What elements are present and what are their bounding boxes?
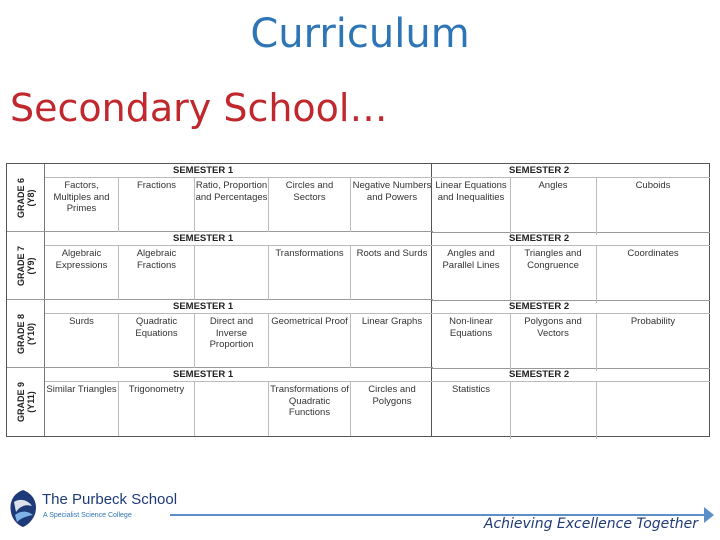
topic-cell: Quadratic Equations [119, 313, 195, 368]
grade-name: GRADE 7 [15, 245, 26, 286]
topic-cell: Roots and Surds [351, 245, 433, 300]
grade-label-text [16, 313, 36, 353]
topic-cell: Triangles and Congruence [510, 245, 597, 303]
topic-cell: Similar Triangles [45, 381, 119, 436]
topic-cell: Ratio, Proportion and Percentages [195, 177, 269, 232]
footer-arrow-icon [704, 507, 714, 523]
topic-cell: Geometrical Proof [269, 313, 351, 368]
topic-cell: Surds [45, 313, 119, 368]
grade-year: (Y10) [25, 322, 36, 345]
topic-cell: Direct and Inverse Proportion [195, 313, 269, 368]
school-name: The Purbeck School [42, 491, 178, 508]
topic-cell: Non-linear Equations [432, 313, 511, 371]
grade-block-semester2 [432, 232, 710, 301]
school-subtitle: A Specialist Science College [43, 512, 132, 519]
topic-cell: Angles [510, 177, 597, 235]
grade-label [7, 232, 45, 299]
topic-cell: Transformations [269, 245, 351, 300]
curriculum-table [6, 163, 432, 437]
semester-2-label: SEMESTER 2 [509, 165, 570, 176]
topic-cell: Algebraic Fractions [119, 245, 195, 300]
topic-cell: Fractions [119, 177, 195, 232]
semester-2-label: SEMESTER 2 [509, 233, 570, 244]
topic-cell: Polygons and Vectors [510, 313, 597, 371]
topic-cell [596, 381, 710, 439]
school-crest-icon [6, 488, 40, 528]
semester-2-label: SEMESTER 2 [509, 301, 570, 312]
semester-1-label: SEMESTER 1 [173, 301, 234, 312]
page-subtitle: Secondary School… [10, 86, 388, 130]
curriculum-table-semester2 [432, 163, 710, 437]
topic-cell: Probability [596, 313, 710, 371]
topic-cell: Trigonometry [119, 381, 195, 436]
grade-year: (Y8) [25, 188, 36, 207]
semester-1-label: SEMESTER 1 [173, 233, 234, 244]
topic-cell: Statistics [432, 381, 511, 439]
topic-cell: Transformations of Quadratic Functions [269, 381, 351, 436]
topic-cell: Angles and Parallel Lines [432, 245, 511, 303]
topic-cell: Circles and Polygons [351, 381, 433, 436]
grade-block [7, 368, 433, 436]
topic-cell [195, 245, 269, 300]
topic-cell: Factors, Multiples and Primes [45, 177, 119, 232]
grade-block [7, 232, 433, 300]
school-logo [6, 488, 178, 532]
topic-cell: Linear Equations and Inequalities [432, 177, 511, 235]
grade-year: (Y11) [25, 391, 36, 413]
topic-cell: Circles and Sectors [269, 177, 351, 232]
grade-label [7, 300, 45, 367]
grade-name: GRADE 8 [15, 313, 26, 354]
grade-block-semester2 [432, 368, 710, 436]
grade-year: (Y9) [25, 256, 36, 275]
topic-cell: Negative Numbers and Powers [351, 177, 433, 232]
grade-label [7, 368, 45, 436]
grade-name: GRADE 6 [15, 177, 26, 218]
grade-block [7, 300, 433, 368]
topic-cell: Coordinates [596, 245, 710, 303]
topic-cell [510, 381, 597, 439]
semester-1-label: SEMESTER 1 [173, 369, 234, 380]
semester-1-label: SEMESTER 1 [173, 165, 234, 176]
grade-label-text [16, 382, 36, 422]
footer-tagline: Achieving Excellence Together [483, 516, 698, 532]
grade-block-semester2 [432, 164, 710, 233]
topic-cell: Linear Graphs [351, 313, 433, 368]
grade-label-text [16, 245, 36, 285]
grade-label [7, 164, 45, 231]
grade-name: GRADE 9 [15, 381, 26, 423]
grade-block [7, 164, 433, 232]
topic-cell: Cuboids [596, 177, 710, 235]
grade-label-text [16, 177, 36, 217]
grade-block-semester2 [432, 300, 710, 369]
semester-2-label: SEMESTER 2 [509, 369, 570, 380]
page-title: Curriculum [250, 11, 470, 57]
topic-cell: Algebraic Expressions [45, 245, 119, 300]
topic-cell [195, 381, 269, 436]
